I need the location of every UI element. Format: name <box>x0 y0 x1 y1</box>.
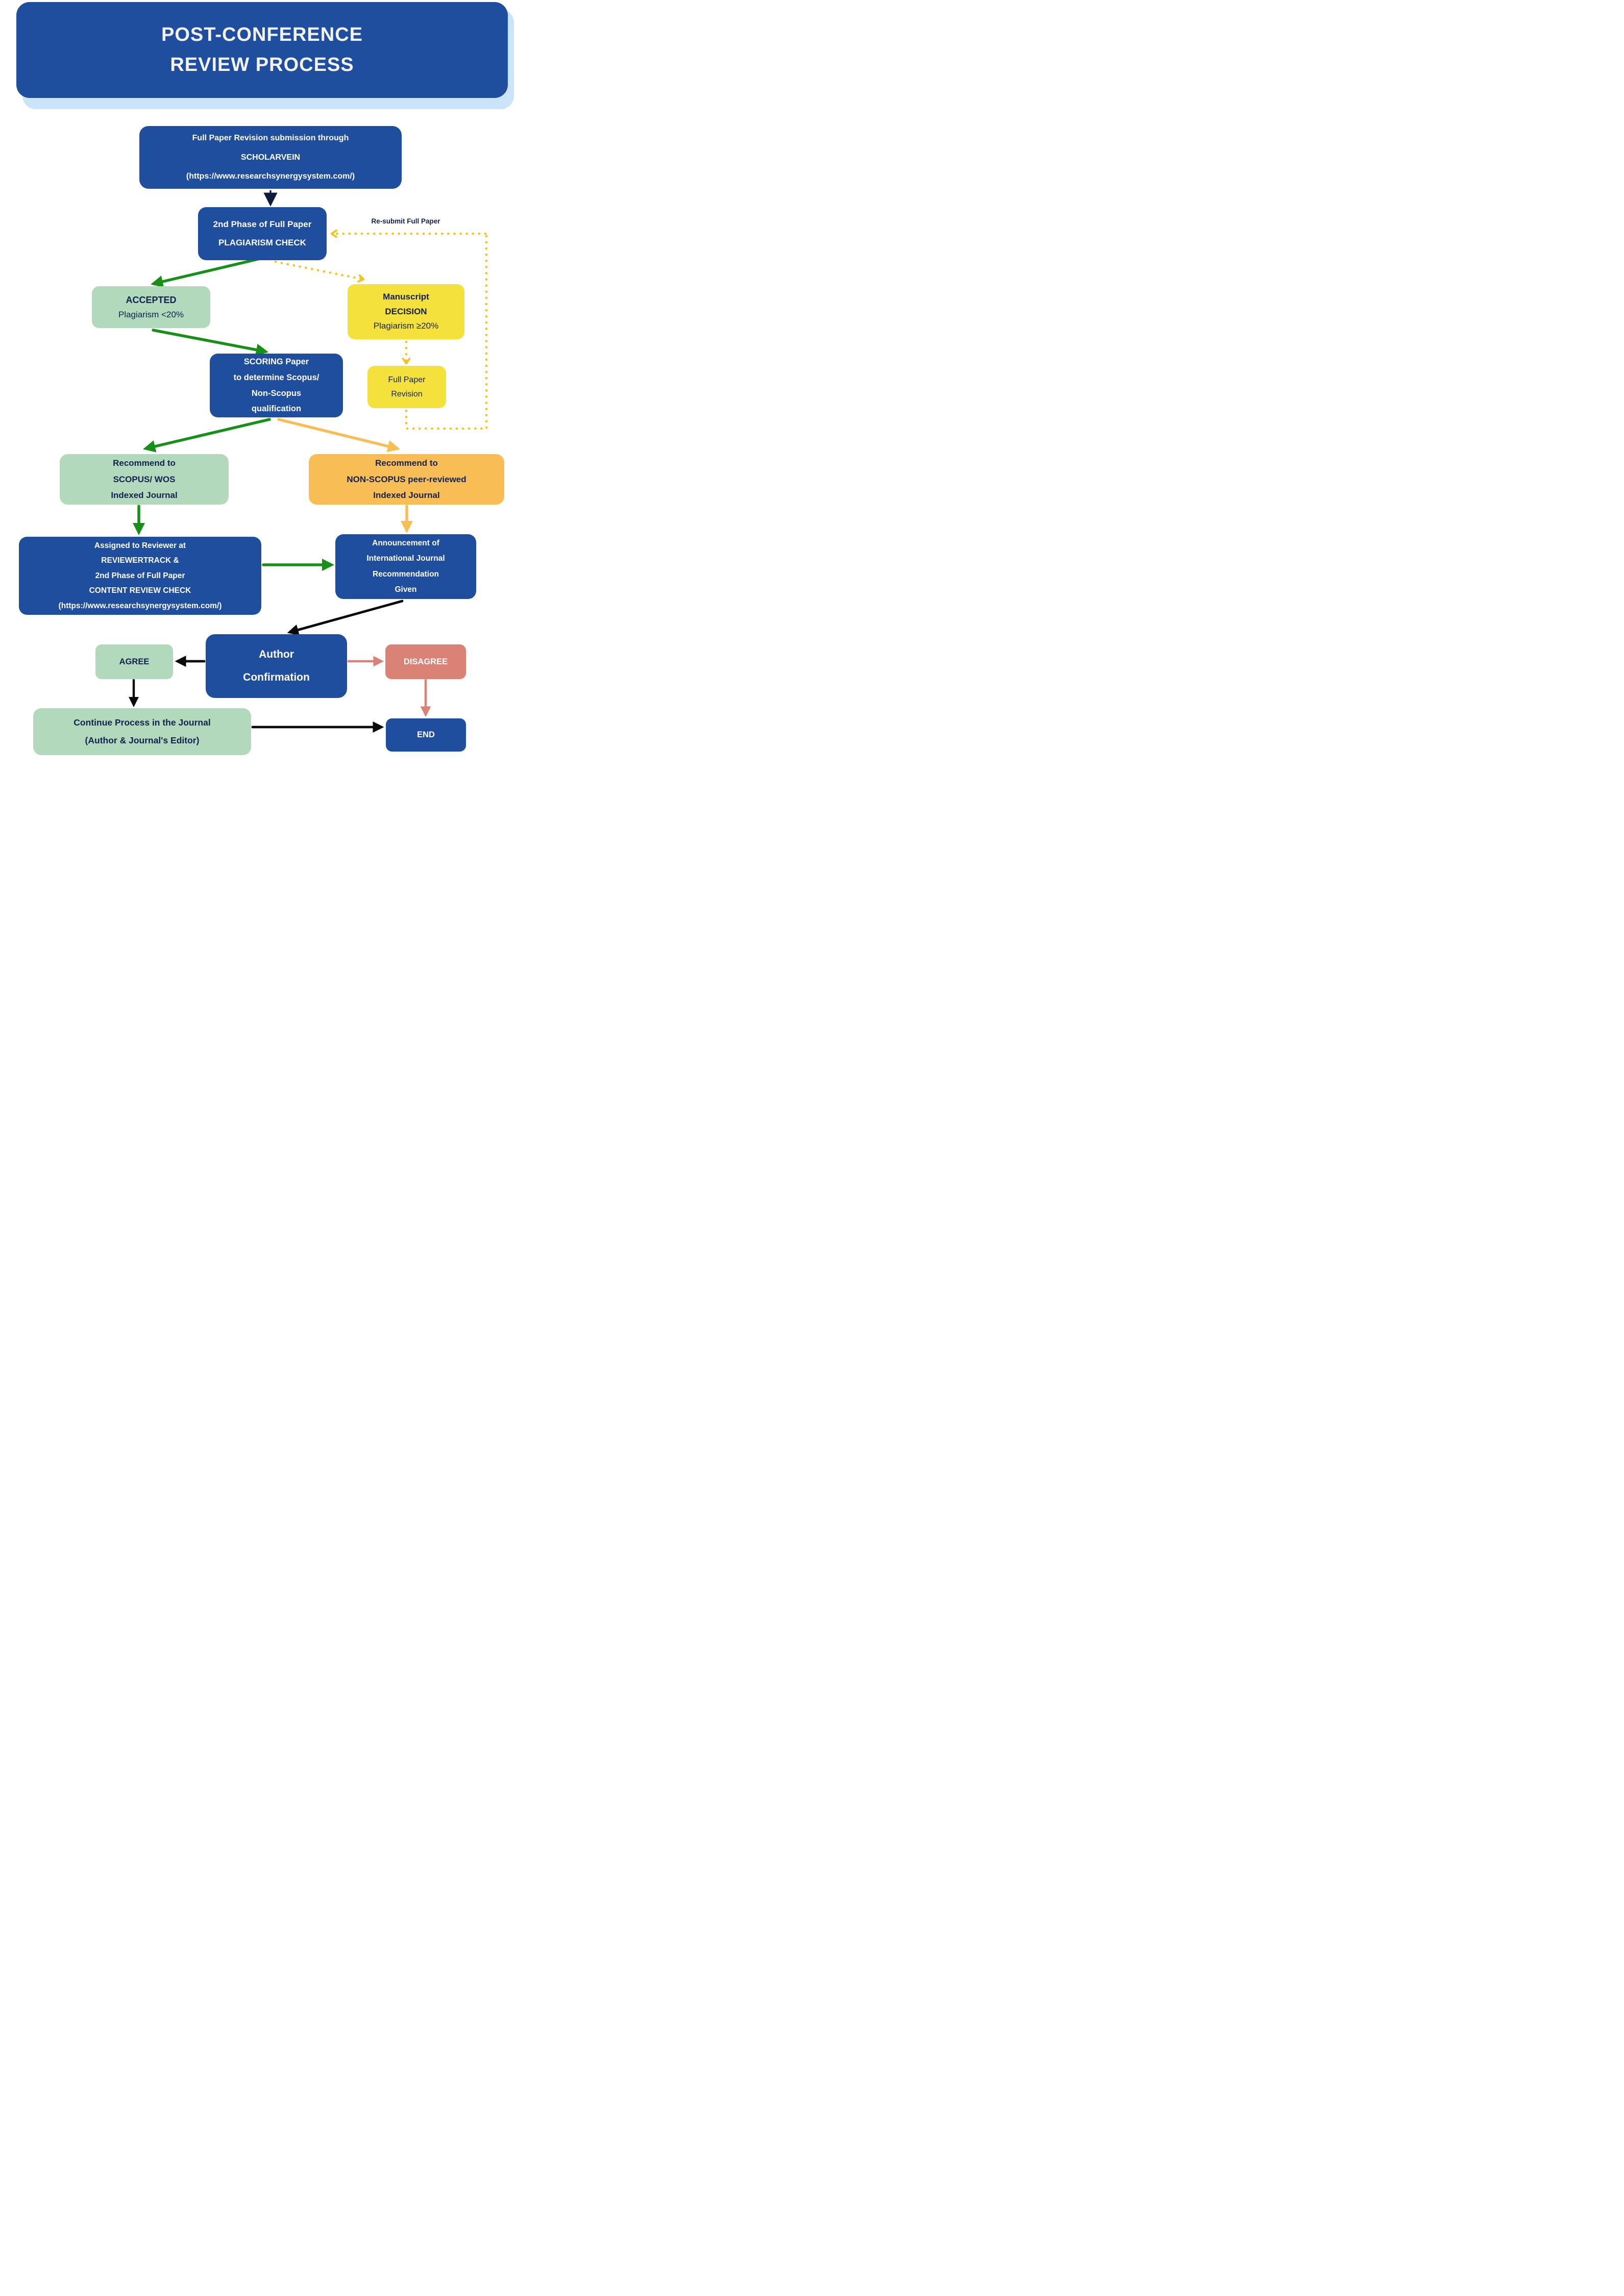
node-author-confirmation-label: Author Confirmation <box>243 648 310 683</box>
node-accepted-subtitle: Plagiarism <20% <box>118 309 184 319</box>
node-accepted-title: ACCEPTED <box>126 295 177 305</box>
node-continue-process-label: Continue Process in the Journal (Author & Journal's Editor) <box>73 717 211 745</box>
node-recommend-non-scopus <box>309 454 504 505</box>
node-recommend-scopus-label: Recommend to SCOPUS/ WOS Indexed Journal <box>111 458 178 501</box>
node-announcement <box>335 534 476 599</box>
node-full-paper-revision-label: Full Paper Revision <box>388 375 426 398</box>
node-end-label: END <box>417 730 435 739</box>
node-manuscript-decision <box>348 284 464 339</box>
page-title: POST-CONFERENCE REVIEW PROCESS <box>161 24 363 76</box>
node-full-paper-revision <box>367 366 446 408</box>
node-disagree <box>385 644 466 679</box>
node-assigned-reviewer <box>19 537 261 615</box>
node-accepted <box>92 286 210 328</box>
arrow-scoring-to-scopus <box>146 419 269 448</box>
node-recommend-non-scopus-label: Recommend to NON-SCOPUS peer-reviewed Indexed Journal <box>347 458 466 501</box>
node-manuscript-decision-subtitle: Plagiarism ≥20% <box>373 321 439 331</box>
node-announcement-label: Announcement of International Journal Recommendation Given <box>366 539 445 594</box>
node-manuscript-decision-title: Manuscript DECISION <box>383 291 429 316</box>
node-disagree-label: DISAGREE <box>403 657 448 666</box>
node-scoring-label: SCORING Paper to determine Scopus/ Non-Scopus qualification <box>233 357 319 414</box>
node-scoring <box>210 354 343 417</box>
node-agree-label: AGREE <box>119 657 150 666</box>
node-end <box>386 718 466 752</box>
node-continue-process <box>33 708 251 755</box>
arrow-plagiarism-to-accepted <box>154 259 258 284</box>
arrow-accepted-to-scoring <box>153 330 265 352</box>
node-author-confirmation <box>206 634 347 698</box>
title-panel <box>16 2 508 98</box>
node-recommend-scopus <box>60 454 229 505</box>
dotted-plagiarism-to-manuscript <box>276 262 362 279</box>
flowchart-page <box>0 0 542 765</box>
node-submission <box>139 126 402 189</box>
arrow-announcement-to-author <box>290 601 402 632</box>
arrow-scoring-to-nonscopus <box>279 419 397 448</box>
resubmit-label: Re-submit Full Paper <box>371 217 440 225</box>
node-agree <box>95 644 173 679</box>
node-plagiarism-check-label: 2nd Phase of Full Paper PLAGIARISM CHECK <box>213 219 312 247</box>
node-submission-label: Full Paper Revision submission through SCHOLARVEIN (https://www.researchsynergysystem.com/) <box>186 134 355 181</box>
node-assigned-reviewer-label: Assigned to Reviewer at REVIEWERTRACK & 2nd Phase of Full Paper CONTENT REVIEW CHECK (https://www.researchsynergysystem.com/) <box>58 541 222 610</box>
node-plagiarism-check <box>198 207 327 260</box>
